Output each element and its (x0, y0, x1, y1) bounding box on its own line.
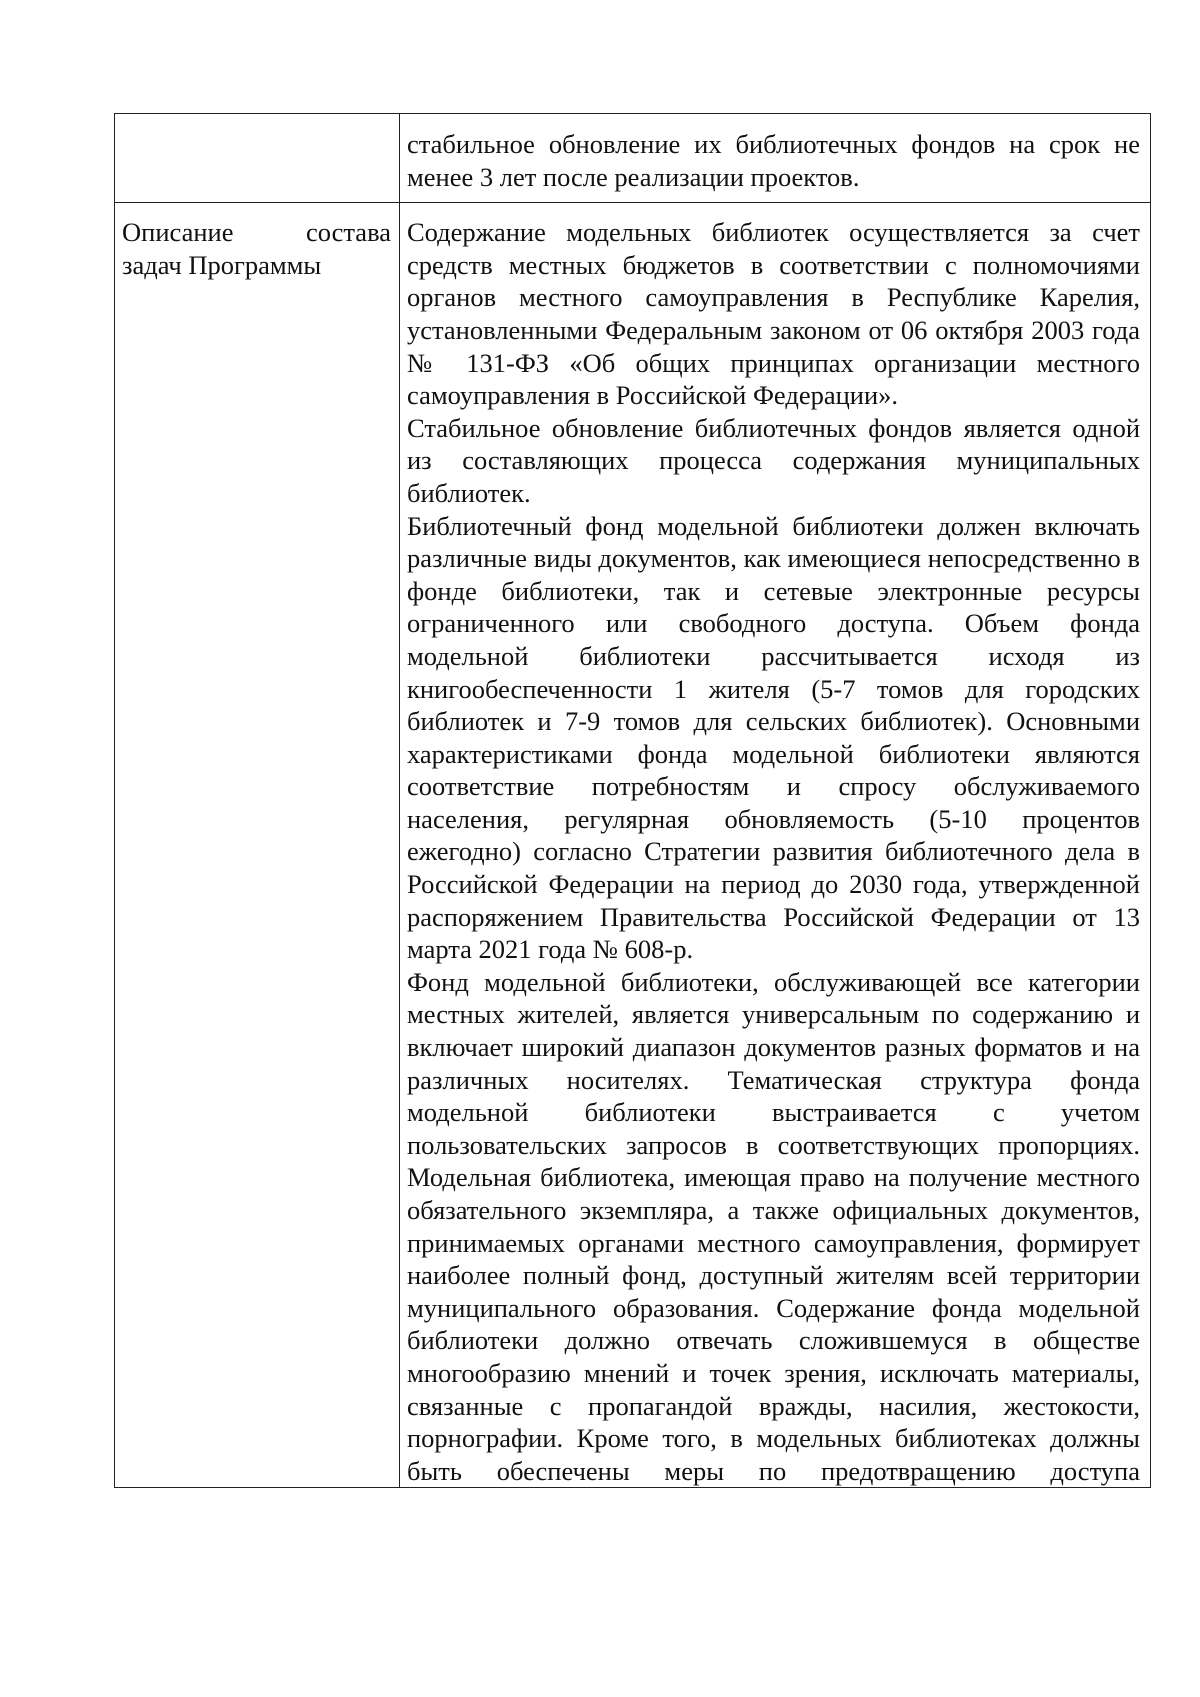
table-cell-content (400, 114, 1151, 203)
cell-label-line: задач Программы (122, 249, 322, 280)
cell-label-text (115, 114, 399, 126)
table-cell-label (115, 203, 400, 1488)
table-cell-label (115, 114, 400, 203)
paragraph: Стабильное обновление библиотечных фондов является одной из составляющих процесса содержания муниципальных библиотек. (407, 412, 1140, 508)
paragraph: Фонд модельной библиотеки, обслуживающей все категории местных жителей, является универсальным по содержанию и включает широкий диапазон документов разных форматов и на различных носителях. Тематическая структура фонда модельной библиотеки выстраивается с учетом пользовательских запросов в соответствующих пропорциях. Модельная библиотека, имеющая право на получение местного обязательного экземпляра, а также официальных документов, принимаемых органами местного самоуправления, формирует наиболее полный фонд, доступный жителям всей территории муниципального образования. Содержание фонда модельной библиотеки должно отвечать сложившемуся в обществе многообразию мнений и точек зрения, исключать материалы, связанные с пропагандой вражды, насилия, жестокости, порнографии. Кроме того, в модельных библиотеках должны быть обеспечены меры по предотвращению доступа (407, 966, 1140, 1486)
table-cell-content (400, 203, 1151, 1488)
paragraph: Содержание модельных библиотек осуществляется за счет средств местных бюджетов в соответствии с полномочиями органов местного самоуправления в Республике Карелия, установленными Федеральным законом от 06 октября 2003 года № 131-ФЗ «Об общих принципах организации местного самоуправления в Российской Федерации». (407, 217, 1140, 411)
paragraph: Библиотечный фонд модельной библиотеки должен включать различные виды документов, как имеющиеся непосредственно в фонде библиотеки, так и сетевые электронные ресурсы ограниченного или свободного доступа. Объем фонда модельной библиотеки рассчитывается исходя из книгообеспеченности 1 жителя (5-7 томов для городских библиотек и 7-9 томов для сельских библиотек). Основными характеристиками фонда модельной библиотеки являются соответствие потребностям и спросу обслуживаемого населения, регулярная обновляемость (5-10 процентов ежегодно) согласно Стратегии развития библиотечного дела в Российской Федерации на период до 2030 года, утвержденной распоряжением Правительства Российской Федерации от 13 марта 2021 года № 608-р. (407, 510, 1140, 965)
program-table (114, 113, 1151, 1488)
table-row (115, 203, 1151, 1488)
cell-label-line: Описание состава (122, 217, 391, 248)
table-row (115, 114, 1151, 203)
paragraph: стабильное обновление их библиотечных фондов на срок не менее 3 лет после реализации проектов. (407, 129, 1140, 192)
